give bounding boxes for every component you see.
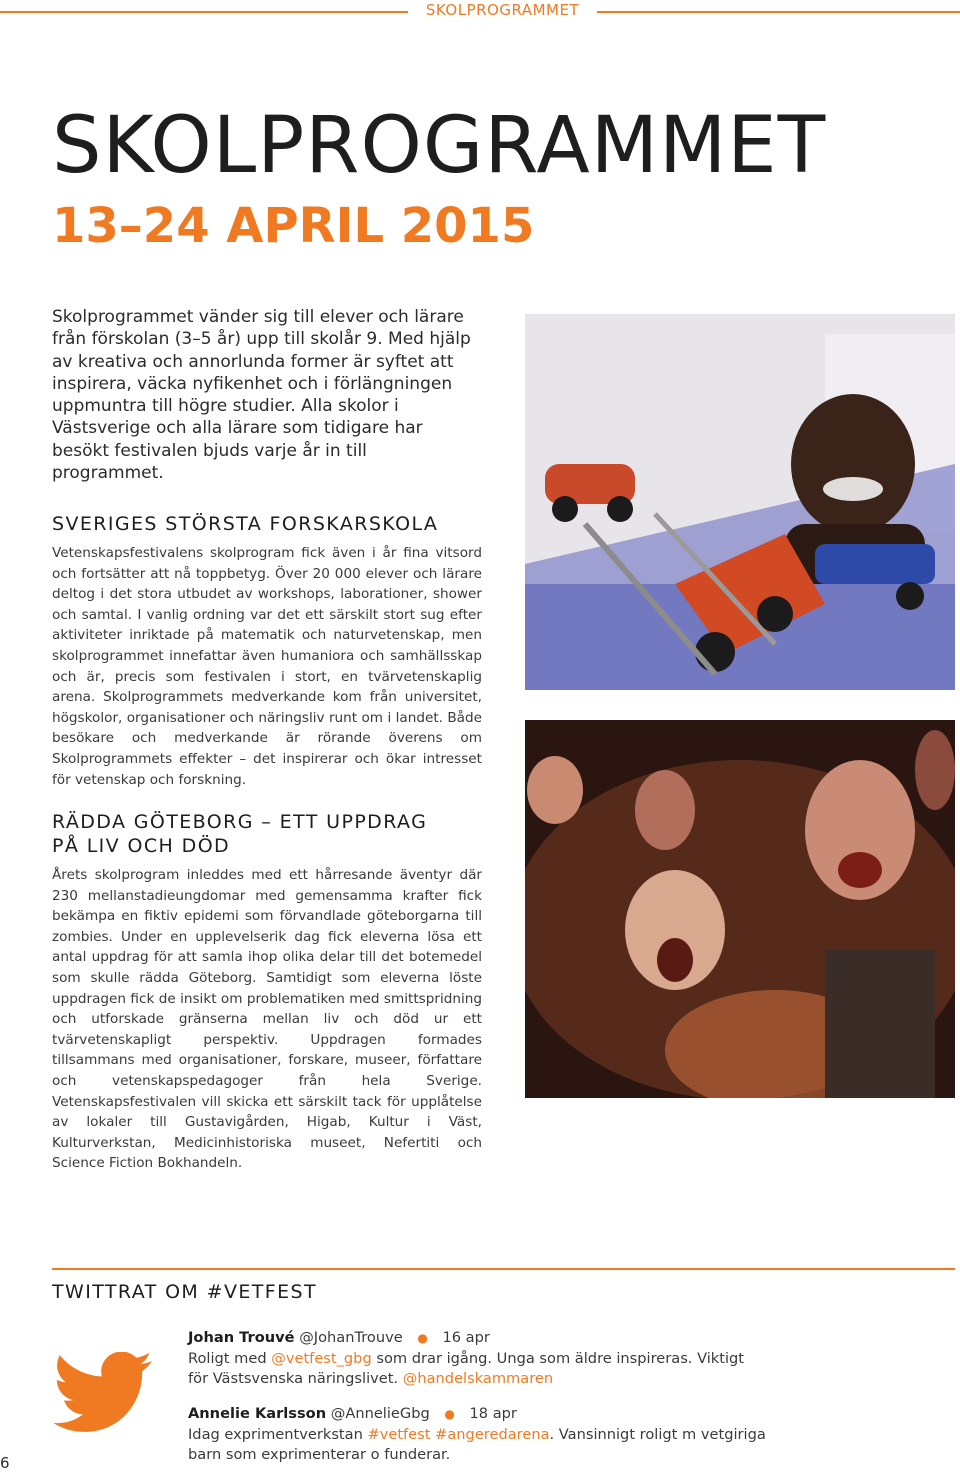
tweet-handle[interactable]: @AnnelieGbg xyxy=(330,1405,430,1422)
event-date: 13–24 APRIL 2015 xyxy=(52,198,535,254)
section-heading-line: PÅ LIV OCH DÖD xyxy=(52,835,231,857)
tweet-mention-link[interactable]: @handelskammaren xyxy=(402,1370,554,1388)
photo-child-illustration xyxy=(525,314,955,690)
tweet xyxy=(188,1404,768,1466)
tweet-date: 16 apr xyxy=(442,1329,490,1346)
tweet-author: Johan Trouvé xyxy=(188,1329,295,1346)
tweet-handle[interactable]: @JohanTrouve xyxy=(299,1329,403,1346)
page-number: 6 xyxy=(0,1454,10,1472)
header-rule-left xyxy=(0,11,408,13)
tweet-text-part: Idag exprimentverkstan xyxy=(188,1425,368,1443)
section-heading: SVERIGES STÖRSTA FORSKARSKOLA xyxy=(52,513,439,535)
photo-child-with-toy-cars xyxy=(525,314,955,690)
tweet-text-part: som drar igång. Unga som äldre inspireras. Viktigt för Västsvenska näringslivet. xyxy=(188,1349,745,1388)
twitter-divider xyxy=(52,1268,955,1270)
section-heading-line: RÄDDA GÖTEBORG – ETT UPPDRAG xyxy=(52,811,428,833)
tweet-mention-link[interactable]: @vetfest_gbg xyxy=(271,1349,372,1367)
tweet-text-part: . Vansinnigt roligt m vetgiriga barn som exprimenterar o funderar. xyxy=(188,1425,766,1464)
tweet xyxy=(188,1328,768,1390)
twitter-bird-icon xyxy=(52,1352,154,1436)
section-forskarskola xyxy=(52,512,482,790)
photo-zombie-illustration xyxy=(525,720,955,1098)
twitter-heading: TWITTRAT OM #VETFEST xyxy=(52,1281,317,1303)
section-radda-goteborg xyxy=(52,810,482,1174)
tweet-hashtag-link[interactable]: #angeredarena xyxy=(435,1425,550,1443)
section-heading xyxy=(52,810,482,858)
bullet-icon: ● xyxy=(444,1407,455,1421)
header-rule-right xyxy=(597,11,960,13)
section-body: Årets skolprogram inleddes med ett hårresande äventyr där 230 mellanstadieungdomar med gemensamma krafter fick bekämpa en fiktiv epidemi som förvandlade göteborgarna till zombies. Under en upplevelserik dag fick eleverna lösa ett antal uppdrag för att samla ihop olika delar till det botemedel som skulle rädda Göteborg. Samtidigt som eleverna löste uppdragen fick de insikt om problematiken med smittspridning och utforskade gränserna mellan liv och död ur ett tvärvetenskapligt perspektiv. Uppdragen formades tillsammans med organisationer, forskare, museer, författare och vetenskapspedagoger från hela Sverige. Vetenskapsfestivalen vill skicka ett särskilt tack för upplåtelse av lokaler till Gustavigården, Higab, Kultur i Väst, Kulturverkstan, Medicinhistoriska museet, Nefertiti och Science Fiction Bokhandeln. xyxy=(52,867,482,1172)
intro-paragraph: Skolprogrammet vänder sig till elever och lärare från förskolan (3–5 år) upp till skolår 9. Med hjälp av kreativa och annorlunda former är syftet att inspirera, väcka nyfikenhet och i förlängningen uppmuntra till högre studier. Alla skolor i Västsverige och alla lärare som tidigare har besökt festivalen bjuds varje år in till programmet. xyxy=(52,307,471,484)
section-body: Vetenskapsfestivalens skolprogram fick även i år fina vitsord och fortsätter att nå toppbetyg. Över 20 000 elever och lärare deltog i det stora utbudet av workshops, laborationer, shower och samtal. I vanlig ordning var det ett särskilt stort sug efter aktiviteter inriktade på matematik och naturvetenskap, men skolprogrammet innefattar även humaniora och samhällsskap och är, precis som festivalen i stort, en tvärvetenskaplig arena. Skolprogrammets medverkande kom från universitet, högskolor, organisationer och näringsliv runt om i landet. Både besökare och medverkande är rörande överens om Skolprogrammets effekter – det inspirerar och ökar intresset för vetenskap och forskning. xyxy=(52,545,482,788)
photo-zombie-event xyxy=(525,720,955,1098)
tweet-hashtag-link[interactable]: #vetfest xyxy=(367,1425,431,1443)
tweet-date: 18 apr xyxy=(469,1405,517,1422)
tweet-text-part: Roligt med xyxy=(188,1349,272,1367)
bullet-icon: ● xyxy=(417,1331,428,1345)
tweet-author: Annelie Karlsson xyxy=(188,1405,327,1422)
page-title: SKOLPROGRAMMET xyxy=(52,101,827,191)
tweet-text xyxy=(188,1349,768,1390)
tweet-text xyxy=(188,1425,768,1466)
running-header: SKOLPROGRAMMET xyxy=(425,1,580,19)
